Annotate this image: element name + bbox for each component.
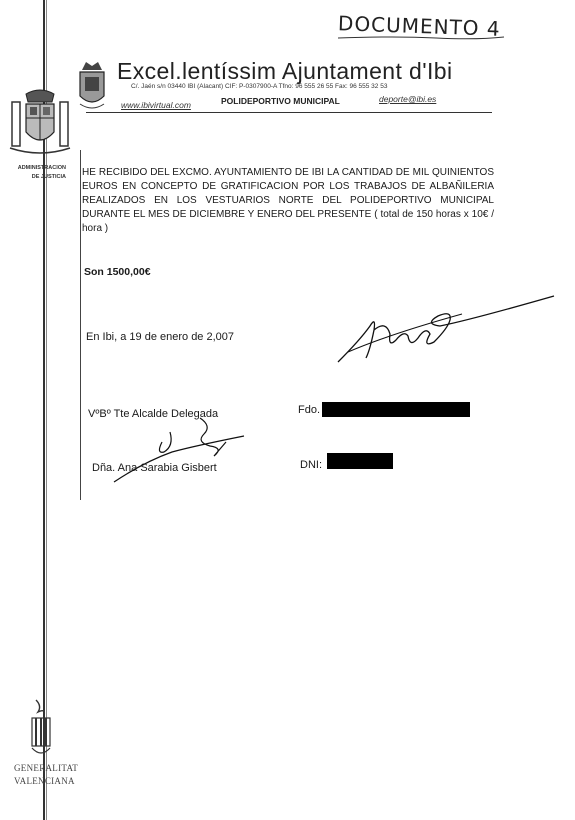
generalitat-line1: GENERALITAT: [14, 763, 79, 773]
document-label-underline: [336, 34, 506, 42]
redacted-dni-box: [327, 453, 393, 469]
council-title: Excel.lentíssim Ajuntament d'Ibi: [117, 58, 453, 84]
spain-coat-of-arms-icon: [8, 88, 72, 158]
department-name: POLIDEPORTIVO MUNICIPAL: [221, 96, 340, 106]
website-link[interactable]: www.ibivirtual.com: [121, 100, 191, 110]
official-signature: [104, 412, 254, 492]
document-number-label: DOCUMENTO 4: [337, 11, 502, 41]
ibi-coat-of-arms-icon: [76, 60, 108, 112]
dni-label: DNI:: [300, 459, 322, 471]
approval-label: VºBº Tte Alcalde Delegada: [88, 408, 219, 420]
margin-rule: [80, 150, 81, 500]
receipt-statement: HE RECIBIDO DEL EXCMO. AYUNTAMIENTO DE IBI LA CANTIDAD DE MIL QUINIENTOS EUROS EN CONCEPTO DE GRATIFICACION POR LOS TRABAJOS DE ALBAÑILERIA REALIZADOS EN LOS VESTUARIOS NORTE DEL POLIDEPORTIVO MUNICIPAL DURANTE EL MES DE DICIEMBRE Y ENERO DEL PRESENTE ( total de 150 horas x 10€ / hora ): [82, 167, 494, 234]
admin-stamp-line1: ADMINISTRACION: [17, 165, 66, 171]
recipient-signature: [330, 290, 560, 370]
fdo-label: Fdo.: [298, 404, 321, 416]
place-date: En Ibi, a 19 de enero de 2,007: [86, 331, 235, 343]
amount-total: Son 1500,00€: [84, 266, 151, 278]
redacted-name-box: [322, 402, 470, 417]
generalitat-line2: VALENCIANA: [14, 776, 75, 786]
administration-stamp: [14, 164, 66, 182]
header-divider: [86, 112, 492, 113]
email-link[interactable]: deporte@ibi.es: [379, 94, 437, 104]
generalitat-label: [14, 762, 78, 788]
contact-address: C/. Jaén s/n 03440 IBI (Alacant) CIF: P-0307900-A Tfno: 96 555 26 55 Fax: 96 555 32 53: [131, 83, 388, 90]
signatory-name: Dña. Ana Sarabia Gisbert: [92, 462, 217, 474]
admin-stamp-line2: DE JUSTICIA: [31, 174, 66, 180]
generalitat-logo-icon: [26, 698, 56, 760]
